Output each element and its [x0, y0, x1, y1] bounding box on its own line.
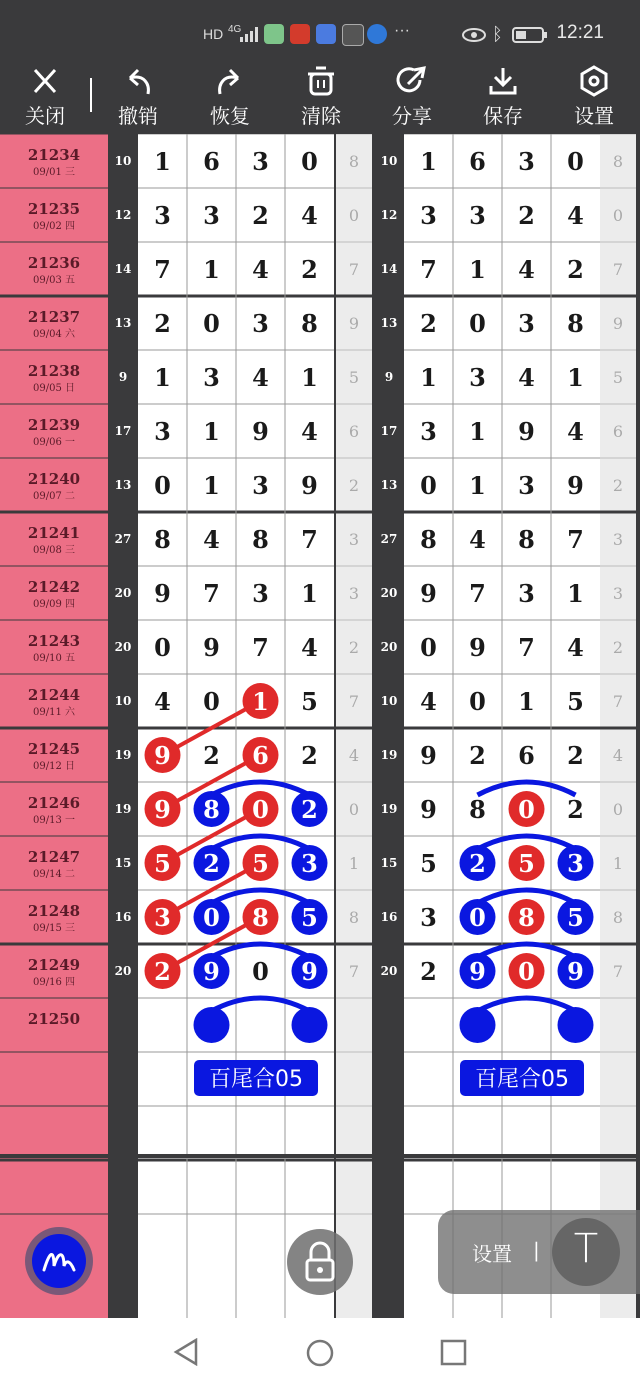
digit-cell: 4	[518, 255, 535, 284]
digit-cell: 3	[518, 147, 535, 176]
digit-cell: 1	[567, 579, 584, 608]
tail-value: 8	[612, 908, 624, 927]
blue-marker	[558, 1007, 594, 1043]
sum-value: 20	[380, 964, 398, 978]
recents-nav-icon[interactable]	[440, 1339, 468, 1367]
digit-cell: 7	[469, 579, 486, 608]
digit-cell: 8	[203, 795, 220, 824]
issue-number: 21246	[27, 794, 81, 812]
lock-icon	[286, 1228, 354, 1296]
share-icon	[372, 64, 452, 98]
issue-date: 09/11 六	[33, 707, 75, 718]
issue-number: 21234	[27, 146, 81, 164]
digit-cell: 0	[252, 957, 269, 986]
digit-cell: 8	[420, 525, 437, 554]
digit-cell: 4	[203, 525, 220, 554]
digit-cell: 9	[469, 633, 486, 662]
digit-cell: 0	[203, 687, 220, 716]
undo-label: 撤销	[118, 104, 158, 128]
badge-label: 百尾合05	[209, 1067, 303, 1092]
digit-cell: 3	[252, 471, 269, 500]
issue-number: 21249	[27, 956, 81, 974]
text-tool-button[interactable]	[552, 1218, 620, 1286]
sum-value: 20	[114, 586, 132, 600]
sum-value: 10	[114, 694, 132, 708]
digit-cell: 0	[301, 147, 318, 176]
digit-cell: 0	[420, 471, 437, 500]
settings-button[interactable]	[554, 62, 634, 134]
sum-value: 16	[380, 910, 398, 924]
digit-cell: 7	[420, 255, 437, 284]
digit-cell: 8	[154, 525, 171, 554]
issue-number: 21242	[27, 578, 81, 596]
digit-cell: 1	[154, 363, 171, 392]
digit-cell: 0	[252, 795, 269, 824]
digit-cell: 2	[301, 795, 318, 824]
digit-cell: 1	[301, 579, 318, 608]
digit-cell: 2	[154, 309, 171, 338]
issue-date: 09/05 日	[33, 383, 75, 394]
bluetooth-icon: ᛒ	[492, 24, 503, 44]
digit-cell: 5	[154, 849, 171, 878]
issue-number: 21247	[27, 848, 81, 866]
digit-cell: 1	[469, 255, 486, 284]
digit-cell: 9	[203, 957, 220, 986]
sum-value: 9	[384, 370, 394, 384]
digit-cell: 5	[301, 903, 318, 932]
tail-value: 8	[348, 908, 360, 927]
issue-number: 21237	[27, 308, 81, 326]
sum-value: 16	[114, 910, 132, 924]
tail-value: 3	[348, 584, 360, 603]
digit-cell: 1	[154, 147, 171, 176]
pen-icon	[24, 1226, 94, 1296]
tail-value: 5	[348, 368, 360, 387]
issue-date: 09/13 一	[33, 815, 75, 826]
digit-cell: 9	[420, 579, 437, 608]
chart-grid	[0, 134, 640, 1318]
sum-value: 10	[114, 154, 132, 168]
digit-cell: 1	[469, 417, 486, 446]
issue-date: 09/07 二	[33, 491, 75, 502]
digit-cell: 0	[469, 903, 486, 932]
tail-value: 2	[348, 476, 360, 495]
digit-cell: 6	[469, 147, 486, 176]
digit-cell: 0	[469, 309, 486, 338]
issue-date: 09/12 日	[33, 761, 75, 772]
save-button[interactable]	[463, 62, 543, 134]
app-icon-1	[264, 24, 284, 44]
sum-value: 20	[380, 640, 398, 654]
sum-value: 13	[114, 478, 132, 492]
digit-cell: 3	[154, 903, 171, 932]
digit-cell: 9	[154, 741, 171, 770]
sum-value: 14	[114, 262, 132, 276]
app-icon-3	[316, 24, 336, 44]
digit-cell: 1	[469, 471, 486, 500]
digit-cell: 7	[301, 525, 318, 554]
close-button[interactable]	[5, 62, 85, 134]
sum-value: 20	[114, 964, 132, 978]
sum-value: 19	[380, 802, 398, 816]
save-label: 保存	[483, 104, 523, 128]
toolbar	[0, 62, 640, 134]
issue-date: 09/02 四	[33, 221, 75, 232]
sum-value: 27	[114, 532, 132, 546]
digit-cell: 3	[469, 363, 486, 392]
digit-cell: 8	[252, 525, 269, 554]
digit-cell: 3	[518, 309, 535, 338]
digit-cell: 3	[203, 201, 220, 230]
sum-value: 14	[380, 262, 398, 276]
sum-value: 12	[114, 208, 132, 222]
tail-value: 3	[612, 530, 624, 549]
digit-cell: 9	[420, 795, 437, 824]
tail-value: 3	[612, 584, 624, 603]
issue-number: 21239	[27, 416, 81, 434]
sum-value: 19	[114, 748, 132, 762]
floating-settings-button[interactable]: 设置	[472, 1242, 512, 1266]
digit-cell: 2	[567, 795, 584, 824]
digit-cell: 7	[567, 525, 584, 554]
issue-number: 21243	[27, 632, 81, 650]
close-icon	[5, 64, 85, 98]
digit-cell: 2	[420, 957, 437, 986]
digit-cell: 9	[420, 741, 437, 770]
digit-cell: 0	[420, 633, 437, 662]
digit-cell: 4	[301, 417, 318, 446]
digit-cell: 5	[567, 903, 584, 932]
issue-date: 09/06 一	[33, 437, 75, 448]
tail-value: 8	[348, 152, 360, 171]
digit-cell: 8	[567, 309, 584, 338]
sum-value: 12	[380, 208, 398, 222]
digit-cell: 5	[420, 849, 437, 878]
tail-value: 7	[612, 962, 624, 981]
digit-cell: 5	[301, 687, 318, 716]
sum-value: 20	[114, 640, 132, 654]
app-icon-2	[290, 24, 310, 44]
digit-cell: 3	[252, 579, 269, 608]
digit-cell: 0	[469, 687, 486, 716]
more-icon: ···	[394, 22, 410, 39]
settings-label: 设置	[574, 104, 614, 128]
sum-value: 10	[380, 694, 398, 708]
tail-value: 5	[612, 368, 624, 387]
download-icon	[463, 64, 543, 98]
status-time: 12:21	[556, 22, 604, 43]
tail-value: 4	[348, 746, 360, 765]
digit-cell: 9	[301, 471, 318, 500]
digit-cell: 9	[154, 579, 171, 608]
issue-date: 09/04 六	[33, 329, 75, 340]
digit-cell: 7	[203, 579, 220, 608]
issue-number: 21248	[27, 902, 81, 920]
tail-column-0	[336, 134, 372, 1318]
digit-cell: 2	[301, 741, 318, 770]
digit-cell: 2	[154, 957, 171, 986]
sum-value: 27	[380, 532, 398, 546]
digit-cell: 3	[252, 309, 269, 338]
digit-cell: 3	[420, 903, 437, 932]
issue-date: 09/09 四	[33, 599, 75, 610]
tail-value: 7	[348, 692, 360, 711]
blue-marker	[194, 1007, 230, 1043]
sum-value: 13	[114, 316, 132, 330]
digit-cell: 3	[420, 201, 437, 230]
settings-icon	[554, 64, 634, 98]
tail-value: 0	[612, 800, 624, 819]
digit-cell: 2	[518, 201, 535, 230]
digit-cell: 1	[203, 255, 220, 284]
tail-value: 8	[612, 152, 624, 171]
digit-cell: 3	[154, 417, 171, 446]
digit-cell: 4	[420, 687, 437, 716]
digit-cell: 7	[518, 633, 535, 662]
trend-chart-canvas[interactable]	[0, 134, 640, 1318]
pen-button[interactable]	[24, 1226, 94, 1296]
tail-value: 6	[612, 422, 624, 441]
digit-cell: 5	[518, 849, 535, 878]
issue-date: 09/10 五	[33, 653, 75, 664]
digit-cell: 9	[567, 957, 584, 986]
tail-value: 2	[612, 476, 624, 495]
tail-value: 0	[348, 800, 360, 819]
issue-number: 21235	[27, 200, 81, 218]
digit-cell: 4	[252, 363, 269, 392]
digit-cell: 8	[518, 525, 535, 554]
tail-value: 3	[348, 530, 360, 549]
digit-cell: 1	[420, 363, 437, 392]
digit-cell: 9	[154, 795, 171, 824]
digit-cell: 4	[567, 201, 584, 230]
digit-cell: 8	[518, 903, 535, 932]
sum-value: 19	[114, 802, 132, 816]
tail-value: 7	[612, 260, 624, 279]
trash-icon	[281, 64, 361, 98]
sum-value: 9	[118, 370, 128, 384]
issue-number: 21240	[27, 470, 81, 488]
digit-cell: 4	[154, 687, 171, 716]
status-bar	[0, 0, 640, 62]
digit-cell: 9	[518, 417, 535, 446]
system-nav-bar	[0, 1318, 640, 1386]
tail-value: 9	[612, 314, 624, 333]
digit-cell: 1	[301, 363, 318, 392]
digit-cell: 2	[252, 201, 269, 230]
digit-cell: 0	[203, 903, 220, 932]
4g-icon: 4G	[228, 24, 242, 35]
digit-cell: 7	[252, 633, 269, 662]
tail-value: 0	[348, 206, 360, 225]
digit-cell: 7	[154, 255, 171, 284]
digit-cell: 6	[252, 741, 269, 770]
digit-cell: 5	[567, 687, 584, 716]
digit-cell: 0	[154, 633, 171, 662]
app-icon-5	[367, 24, 387, 44]
issue-number: 21236	[27, 254, 81, 272]
digit-cell: 2	[203, 849, 220, 878]
badge-label: 百尾合05	[475, 1067, 569, 1092]
digit-cell: 9	[252, 417, 269, 446]
digit-cell: 4	[567, 417, 584, 446]
digit-cell: 0	[518, 957, 535, 986]
tail-value: 1	[348, 854, 360, 873]
sum-value: 20	[380, 586, 398, 600]
digit-cell: 3	[301, 849, 318, 878]
blue-marker	[460, 1007, 496, 1043]
section-divider	[0, 1154, 640, 1158]
sum-value: 17	[380, 424, 398, 438]
digit-cell: 9	[203, 633, 220, 662]
tail-value: 6	[348, 422, 360, 441]
close-label: 关闭	[25, 104, 65, 128]
digit-cell: 8	[301, 309, 318, 338]
digit-cell: 3	[252, 147, 269, 176]
redo-icon	[190, 64, 270, 98]
sum-value: 19	[380, 748, 398, 762]
sum-value: 17	[114, 424, 132, 438]
issue-date: 09/15 三	[33, 923, 75, 934]
tail-value: 4	[612, 746, 624, 765]
tail-column-1	[600, 134, 636, 1318]
digit-cell: 2	[420, 309, 437, 338]
issue-number: 21245	[27, 740, 81, 758]
digit-cell: 3	[518, 579, 535, 608]
digit-cell: 4	[567, 633, 584, 662]
battery-icon	[512, 27, 548, 43]
digit-cell: 3	[518, 471, 535, 500]
digit-cell: 2	[567, 741, 584, 770]
floating-divider: |	[533, 1238, 540, 1262]
sum-value: 13	[380, 316, 398, 330]
tail-value: 2	[612, 638, 624, 657]
digit-cell: 0	[518, 795, 535, 824]
digit-cell: 8	[252, 903, 269, 932]
issue-date: 09/16 四	[33, 977, 75, 988]
issue-date: 09/08 三	[33, 545, 75, 556]
tail-value: 1	[612, 854, 624, 873]
digit-cell: 6	[518, 741, 535, 770]
issue-date: 09/14 二	[33, 869, 75, 880]
issue-number: 21244	[27, 686, 81, 704]
eye-icon	[462, 28, 486, 42]
digit-cell: 1	[518, 687, 535, 716]
tail-value: 7	[348, 962, 360, 981]
digit-cell: 3	[469, 201, 486, 230]
redo-button[interactable]	[190, 62, 270, 134]
digit-cell: 2	[567, 255, 584, 284]
share-button[interactable]	[372, 62, 452, 134]
digit-cell: 6	[203, 147, 220, 176]
digit-cell: 9	[301, 957, 318, 986]
blue-marker	[292, 1007, 328, 1043]
issue-number: 21238	[27, 362, 81, 380]
clear-label: 清除	[301, 104, 341, 128]
issue-number: 21241	[27, 524, 81, 542]
digit-cell: 0	[567, 147, 584, 176]
lock-button[interactable]	[286, 1228, 354, 1296]
tail-value: 9	[348, 314, 360, 333]
undo-button[interactable]	[98, 62, 178, 134]
digit-cell: 4	[301, 201, 318, 230]
digit-cell: 1	[252, 687, 269, 716]
digit-cell: 4	[301, 633, 318, 662]
digit-cell: 1	[567, 363, 584, 392]
hd-icon: HD	[203, 26, 224, 42]
tail-value: 7	[612, 692, 624, 711]
home-nav-icon[interactable]	[305, 1338, 335, 1368]
digit-cell: 4	[518, 363, 535, 392]
floating-settings-panel	[438, 1210, 640, 1294]
digit-cell: 0	[154, 471, 171, 500]
digit-cell: 3	[420, 417, 437, 446]
tail-value: 2	[348, 638, 360, 657]
digit-cell: 4	[252, 255, 269, 284]
issue-number: 21250	[27, 1010, 81, 1028]
back-nav-icon[interactable]	[172, 1338, 200, 1366]
sum-value: 10	[380, 154, 398, 168]
digit-cell: 2	[469, 741, 486, 770]
digit-cell: 0	[203, 309, 220, 338]
digit-cell: 1	[203, 417, 220, 446]
digit-cell: 9	[469, 957, 486, 986]
toolbar-divider	[90, 78, 92, 112]
digit-cell: 2	[203, 741, 220, 770]
digit-cell: 2	[301, 255, 318, 284]
sum-value: 15	[380, 856, 398, 870]
signal-icon	[240, 26, 262, 42]
digit-cell: 3	[567, 849, 584, 878]
tail-value: 0	[612, 206, 624, 225]
sum-value: 13	[380, 478, 398, 492]
digit-cell: 9	[567, 471, 584, 500]
digit-cell: 1	[420, 147, 437, 176]
issue-date: 09/03 五	[33, 275, 75, 286]
share-label: 分享	[392, 104, 432, 128]
digit-cell: 3	[154, 201, 171, 230]
clear-button[interactable]	[281, 62, 361, 134]
issue-date: 09/01 三	[33, 167, 75, 178]
text-tool-icon: T	[573, 1226, 599, 1272]
sum-value: 15	[114, 856, 132, 870]
digit-cell: 1	[203, 471, 220, 500]
digit-cell: 3	[203, 363, 220, 392]
digit-cell: 4	[469, 525, 486, 554]
tail-value: 7	[348, 260, 360, 279]
digit-cell: 8	[469, 795, 486, 824]
undo-icon	[98, 64, 178, 98]
digit-cell: 2	[469, 849, 486, 878]
app-icon-4	[342, 24, 364, 46]
redo-label: 恢复	[210, 104, 250, 128]
digit-cell: 5	[252, 849, 269, 878]
